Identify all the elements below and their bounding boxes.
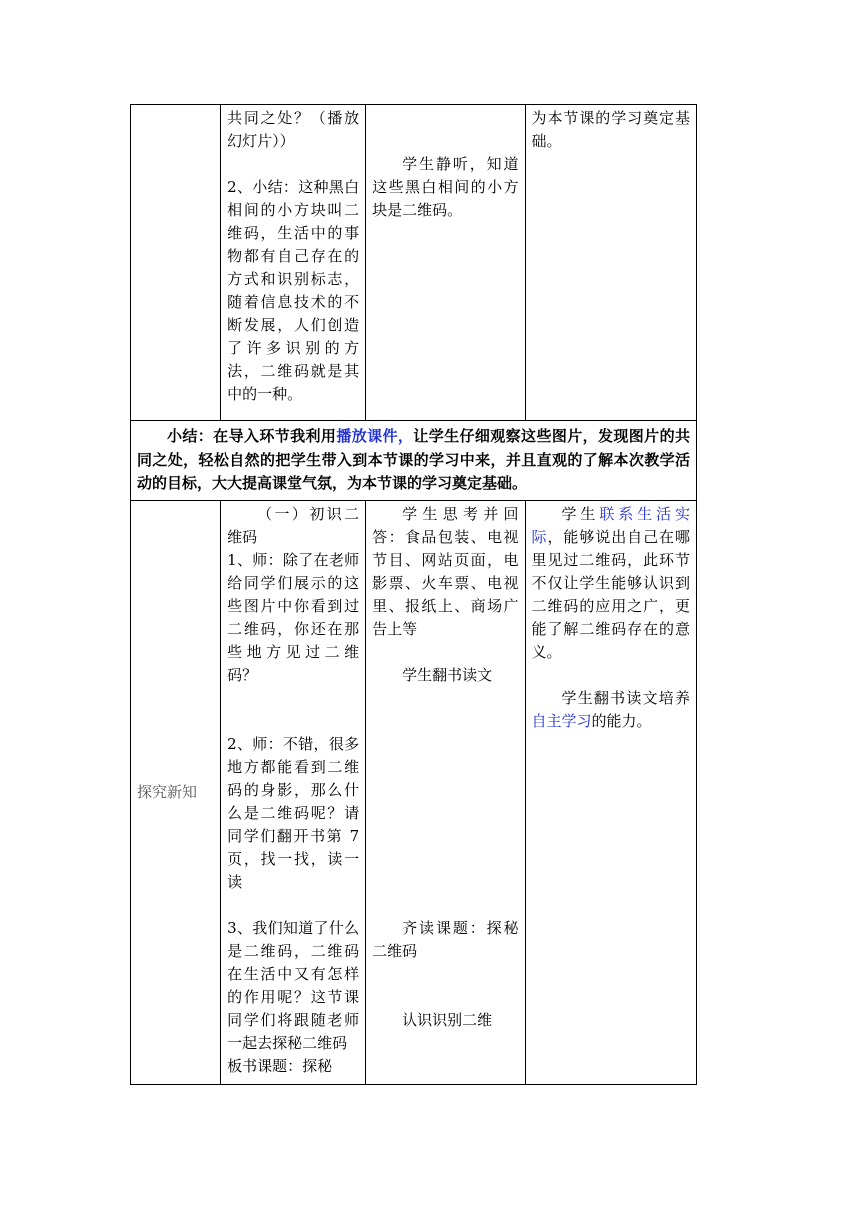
table-row xyxy=(131,421,697,501)
intent-text-part: 学生 xyxy=(561,504,600,523)
design-intent-cell xyxy=(525,500,696,1084)
intent-text xyxy=(532,503,690,664)
stage-cell xyxy=(131,105,221,421)
teacher-text: 板书课题：探秘 xyxy=(227,1056,333,1075)
summary-link[interactable]: 播放课件， xyxy=(336,427,414,445)
table-row xyxy=(131,105,697,421)
student-text: 学生翻书读文 xyxy=(402,665,493,684)
student-activity-cell xyxy=(366,105,525,421)
intent-text-part: 学生翻书读文培养 xyxy=(561,688,690,707)
intent-text-part: 的能力。 xyxy=(591,711,652,730)
teacher-text: 共同之处？（播放幻灯片）） xyxy=(227,109,360,150)
lesson-plan-table xyxy=(130,104,697,1085)
intent-text xyxy=(532,687,690,733)
intent-text: 为本节课的学习奠定基础。 xyxy=(531,109,690,150)
intent-link[interactable]: 自主学习 xyxy=(531,711,592,730)
teacher-text: 3、我们知道了什么是二维码，二维码在生活中又有怎样的作用呢？这节课同学们将跟随老师一起去探秘二维码 xyxy=(227,918,360,1052)
intent-text-part: ，能够说出自己在哪里见过二维码，此环节不仅让学生能够认识到二维码的应用之广，更能了解二维码存在的意义。 xyxy=(531,527,690,661)
lesson-plan-page xyxy=(130,104,697,1085)
intent-link[interactable]: 联系生活实际 xyxy=(531,504,690,546)
student-text: 学生静听，知道这些黑白相间的小方块是二维码。 xyxy=(372,155,519,219)
summary-text: 让学生仔细观察这些图片，发现图片的共同之处，轻松自然的把学生带入到本节课的学习中来，并且直观的了解本次教学活动的目标，大大提高课堂气氛，为本节课的学习奠定基础。 xyxy=(137,427,690,492)
summary-text: 小结：在导入环节我利用 xyxy=(167,427,337,445)
teacher-activity-cell xyxy=(221,105,366,421)
stage-cell: 探究新知 xyxy=(131,500,221,1084)
student-text: 齐读课题：探秘二维码 xyxy=(372,918,519,960)
teacher-text: 2、小结：这种黑白相间的小方块叫二维码，生活中的事物都有自己存在的方式和识别标志，随着信息技术的不断发展，人们创造了许多识别的方法，二维码就是其中的一种。 xyxy=(227,178,360,403)
student-text: 认识识别二维 xyxy=(402,1010,493,1029)
student-activity-cell xyxy=(366,500,525,1084)
student-text: 学生思考并回答：食品包装、电视节目、网站页面，电影票、火车票、电视里、报纸上、商场广告上等 xyxy=(372,504,519,638)
teacher-activity-cell xyxy=(221,500,366,1084)
summary-cell xyxy=(131,421,697,501)
teacher-text: （一）初识二维码 xyxy=(227,504,360,546)
design-intent-cell xyxy=(525,105,696,421)
table-row xyxy=(131,500,697,1084)
teacher-text: 1、师：除了在老师给同学们展示的这些图片中你看到过二维码，你还在那些地方见过二维码？ xyxy=(227,550,360,684)
teacher-text: 2、师：不错，很多地方都能看到二维码的身影，那么什么是二维码呢？请同学们翻开书第 7 页，找一找，读一读 xyxy=(227,734,360,891)
